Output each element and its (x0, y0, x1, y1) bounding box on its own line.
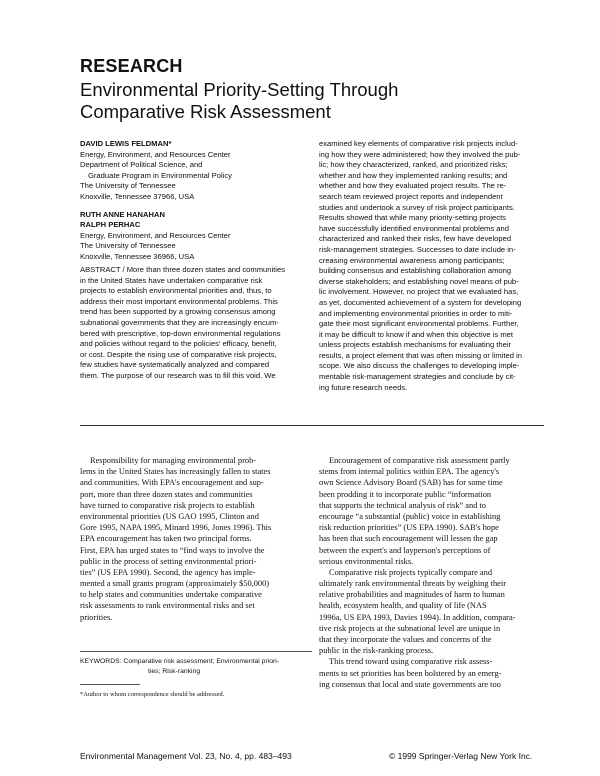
abstract-divider (80, 425, 544, 426)
text-line: diverse stakeholders; and establishing novel means of pub- (319, 276, 519, 286)
text-line: public in the process of setting environmental priori- (80, 556, 257, 566)
footnote-divider (80, 684, 140, 685)
text-line: that they incorporate the values and concerns of the (319, 635, 492, 644)
text-line: whether and how they implemented ranking results; and (319, 170, 508, 180)
author-name: RALPH PERHAC (80, 220, 141, 230)
text-line: address their most important environmental problems. This (80, 296, 278, 306)
text-line: ABSTRACT / More than three dozen states and communities (80, 265, 285, 274)
text-line: bered with prescriptive, top-down environmental regulations (80, 328, 281, 338)
text-line: whether and how they evaluated project results. The re- (319, 181, 507, 191)
text-line: have turned to comparative risk projects to establish (80, 500, 255, 510)
text-line: characterized and ranked their risks, few have developed (319, 234, 512, 244)
copyright-notice: © 1999 Springer-Verlag New York Inc. (389, 751, 533, 761)
text-line: have successfully identified environmental problems and (319, 223, 509, 233)
text-line: ing future research needs. (319, 382, 408, 392)
text-line: trend has been supported by a growing consensus among (80, 307, 276, 317)
author-name: DAVID LEWIS FELDMAN* (80, 139, 172, 148)
text-line: between the expert's and layperson's perceptions of (319, 545, 491, 555)
body-column-right (319, 455, 545, 690)
text-line: Responsibility for managing environmental prob- (90, 456, 257, 465)
affiliation-line: Energy, Environment, and Resources Center (80, 230, 231, 240)
text-line: it may be difficult to know if and when this objective is met (319, 329, 514, 339)
text-line: This trend toward using comparative risk assess- (329, 657, 493, 667)
text-line: risk assessments to rank environmental risks and set (80, 601, 255, 611)
text-line: lic involvement. However, no project that we evaluated has, (319, 287, 519, 297)
text-line: public in the risk-ranking process. (319, 646, 434, 656)
text-line: search team reviewed project reports and independent (319, 191, 503, 201)
affiliation-line: Department of Political Science, and (80, 160, 203, 170)
text-line: Comparative risk projects typically compare and (329, 567, 493, 577)
text-line: priorities. (80, 612, 113, 622)
text-line: scope. We also discuss the challenges to developing imple- (319, 361, 520, 371)
text-line: in the United States have undertaken comparative risk (80, 275, 263, 285)
text-line: health, ecosystem health, and quality of life (NAS (319, 601, 487, 611)
text-line: Gore 1995, NAPA 1995, Minard 1996, Jones 1996). This (80, 523, 272, 533)
author-name: RUTH ANNE HANAHAN (80, 209, 165, 219)
affiliation-line: Graduate Program in Environmental Policy (88, 170, 232, 180)
abstract-column-left (80, 265, 310, 382)
text-line: and communities. With EPA's encouragement and sup- (80, 478, 264, 488)
keywords-line: ties; Risk-ranking (148, 667, 201, 675)
keywords-divider (80, 651, 312, 652)
text-line: gate their most significant environmental problems. Further, (319, 319, 519, 329)
text-line: mented a small grants program (approximately $50,000) (80, 579, 270, 589)
text-line: tive risk projects at the subnational level are unique in (319, 623, 501, 633)
text-line: own Science Advisory Board (SAB) has for some time (319, 478, 503, 488)
text-line: examined key elements of comparative risk projects includ- (319, 139, 518, 148)
correspondence-footnote: *Author to whom correspondence should be addressed. (80, 691, 225, 698)
text-line: building consensus and establishing collaboration among (319, 266, 512, 276)
text-line: results, a project element that was often missing or limited in (319, 350, 523, 360)
text-line: lic; how they characterized, ranked, and prioritized risks; (319, 160, 508, 170)
text-line: risk reduction priorities” (US EPA 1990). SAB's hope (319, 523, 499, 533)
affiliation-line: Knoxville, Tennessee 36966, USA (80, 251, 195, 261)
author-block (80, 139, 310, 263)
text-line: 1996a, US EPA 1993, Davies 1994). In addition, compara- (319, 612, 516, 622)
text-line: stems from internal politics within EPA. The agency's (319, 467, 500, 477)
body-column-left (80, 455, 312, 623)
text-line: relative probabilities and magnitudes of harm to human (319, 590, 505, 600)
text-line: serious environmental risks. (319, 556, 414, 566)
text-line: lems in the United States has increasingly fallen to states (80, 467, 271, 477)
affiliation-line: Energy, Environment, and Resources Center (80, 149, 231, 159)
journal-citation: Environmental Management Vol. 23, No. 4, pp. 483–493 (80, 751, 292, 761)
text-line: them. The purpose of our research was to fill this void. We (80, 370, 276, 380)
text-line: and policies without regard to the policies' efficacy, benefit, (80, 339, 277, 349)
text-line: ties” (US EPA 1990). Second, the agency has imple- (80, 567, 256, 577)
text-line: to help states and communities undertake comparative (80, 590, 262, 600)
text-line: or cost. Despite the rising use of comparative risk projects, (80, 349, 277, 359)
text-line: mentable risk-management strategies and conclude by cit- (319, 372, 516, 382)
text-line: ultimately rank environmental threats by weighing their (319, 579, 506, 589)
text-line: unless projects establish mechanisms for evaluating their (319, 340, 512, 350)
keywords-line: KEYWORDS: Comparative risk assessment; Environmental priori- (80, 658, 280, 665)
text-line: studies and undertook a survey of risk project participants. (319, 202, 515, 212)
text-line: few studies have systematically analyzed and compared (80, 360, 270, 370)
text-line: environmental priorities (US GAO 1995, Clinton and (80, 511, 259, 521)
text-line: that supports the technical analysis of risk” and to (319, 500, 486, 510)
text-line: EPA encouragement has taken two principal forms. (80, 534, 252, 544)
text-line: ing consensus that local and state governments are too (319, 679, 501, 689)
article-title-line-2: Comparative Risk Assessment (80, 101, 331, 122)
text-line: ing how they were administered; how they involved the pub- (319, 149, 521, 159)
article-title-line-1: Environmental Priority-Setting Through (80, 79, 399, 100)
section-label: RESEARCH (80, 56, 183, 76)
text-line: First, EPA has urged states to “find ways to involve the (80, 545, 265, 555)
text-line: Results showed that while many priority-setting projects (319, 213, 506, 223)
text-line: ments to set priorities has been bolstered by an emerg- (319, 668, 502, 678)
text-line: has been that such encouragement will lessen the gap (319, 534, 498, 544)
affiliation-line: The University of Tennessee (80, 241, 176, 251)
text-line: projects to establish environmental priorities and, thus, to (80, 286, 272, 296)
text-line: risk-management strategies. Successes to date include in- (319, 244, 516, 254)
abstract-column-right (319, 139, 544, 393)
affiliation-line: The University of Tennessee (80, 181, 176, 191)
text-line: creasing environmental awareness among participants; (319, 255, 505, 265)
keywords (80, 657, 320, 676)
text-line: port, more than three dozen states and communities (80, 489, 253, 499)
text-line: as yet, documented achievement of a system for developing (319, 297, 522, 307)
text-line: and implementing environmental priorities in order to miti- (319, 308, 513, 318)
text-line: encourage “a substantial (public) voice in establishing (319, 511, 501, 521)
text-line: Encouragement of comparative risk assessment partly (329, 456, 510, 465)
text-line: subnational governments that they are increasingly encum- (80, 317, 279, 327)
text-line: been prodding it to incorporate public “information (319, 489, 492, 499)
affiliation-line: Knoxville, Tennessee 37966, USA (80, 191, 195, 201)
